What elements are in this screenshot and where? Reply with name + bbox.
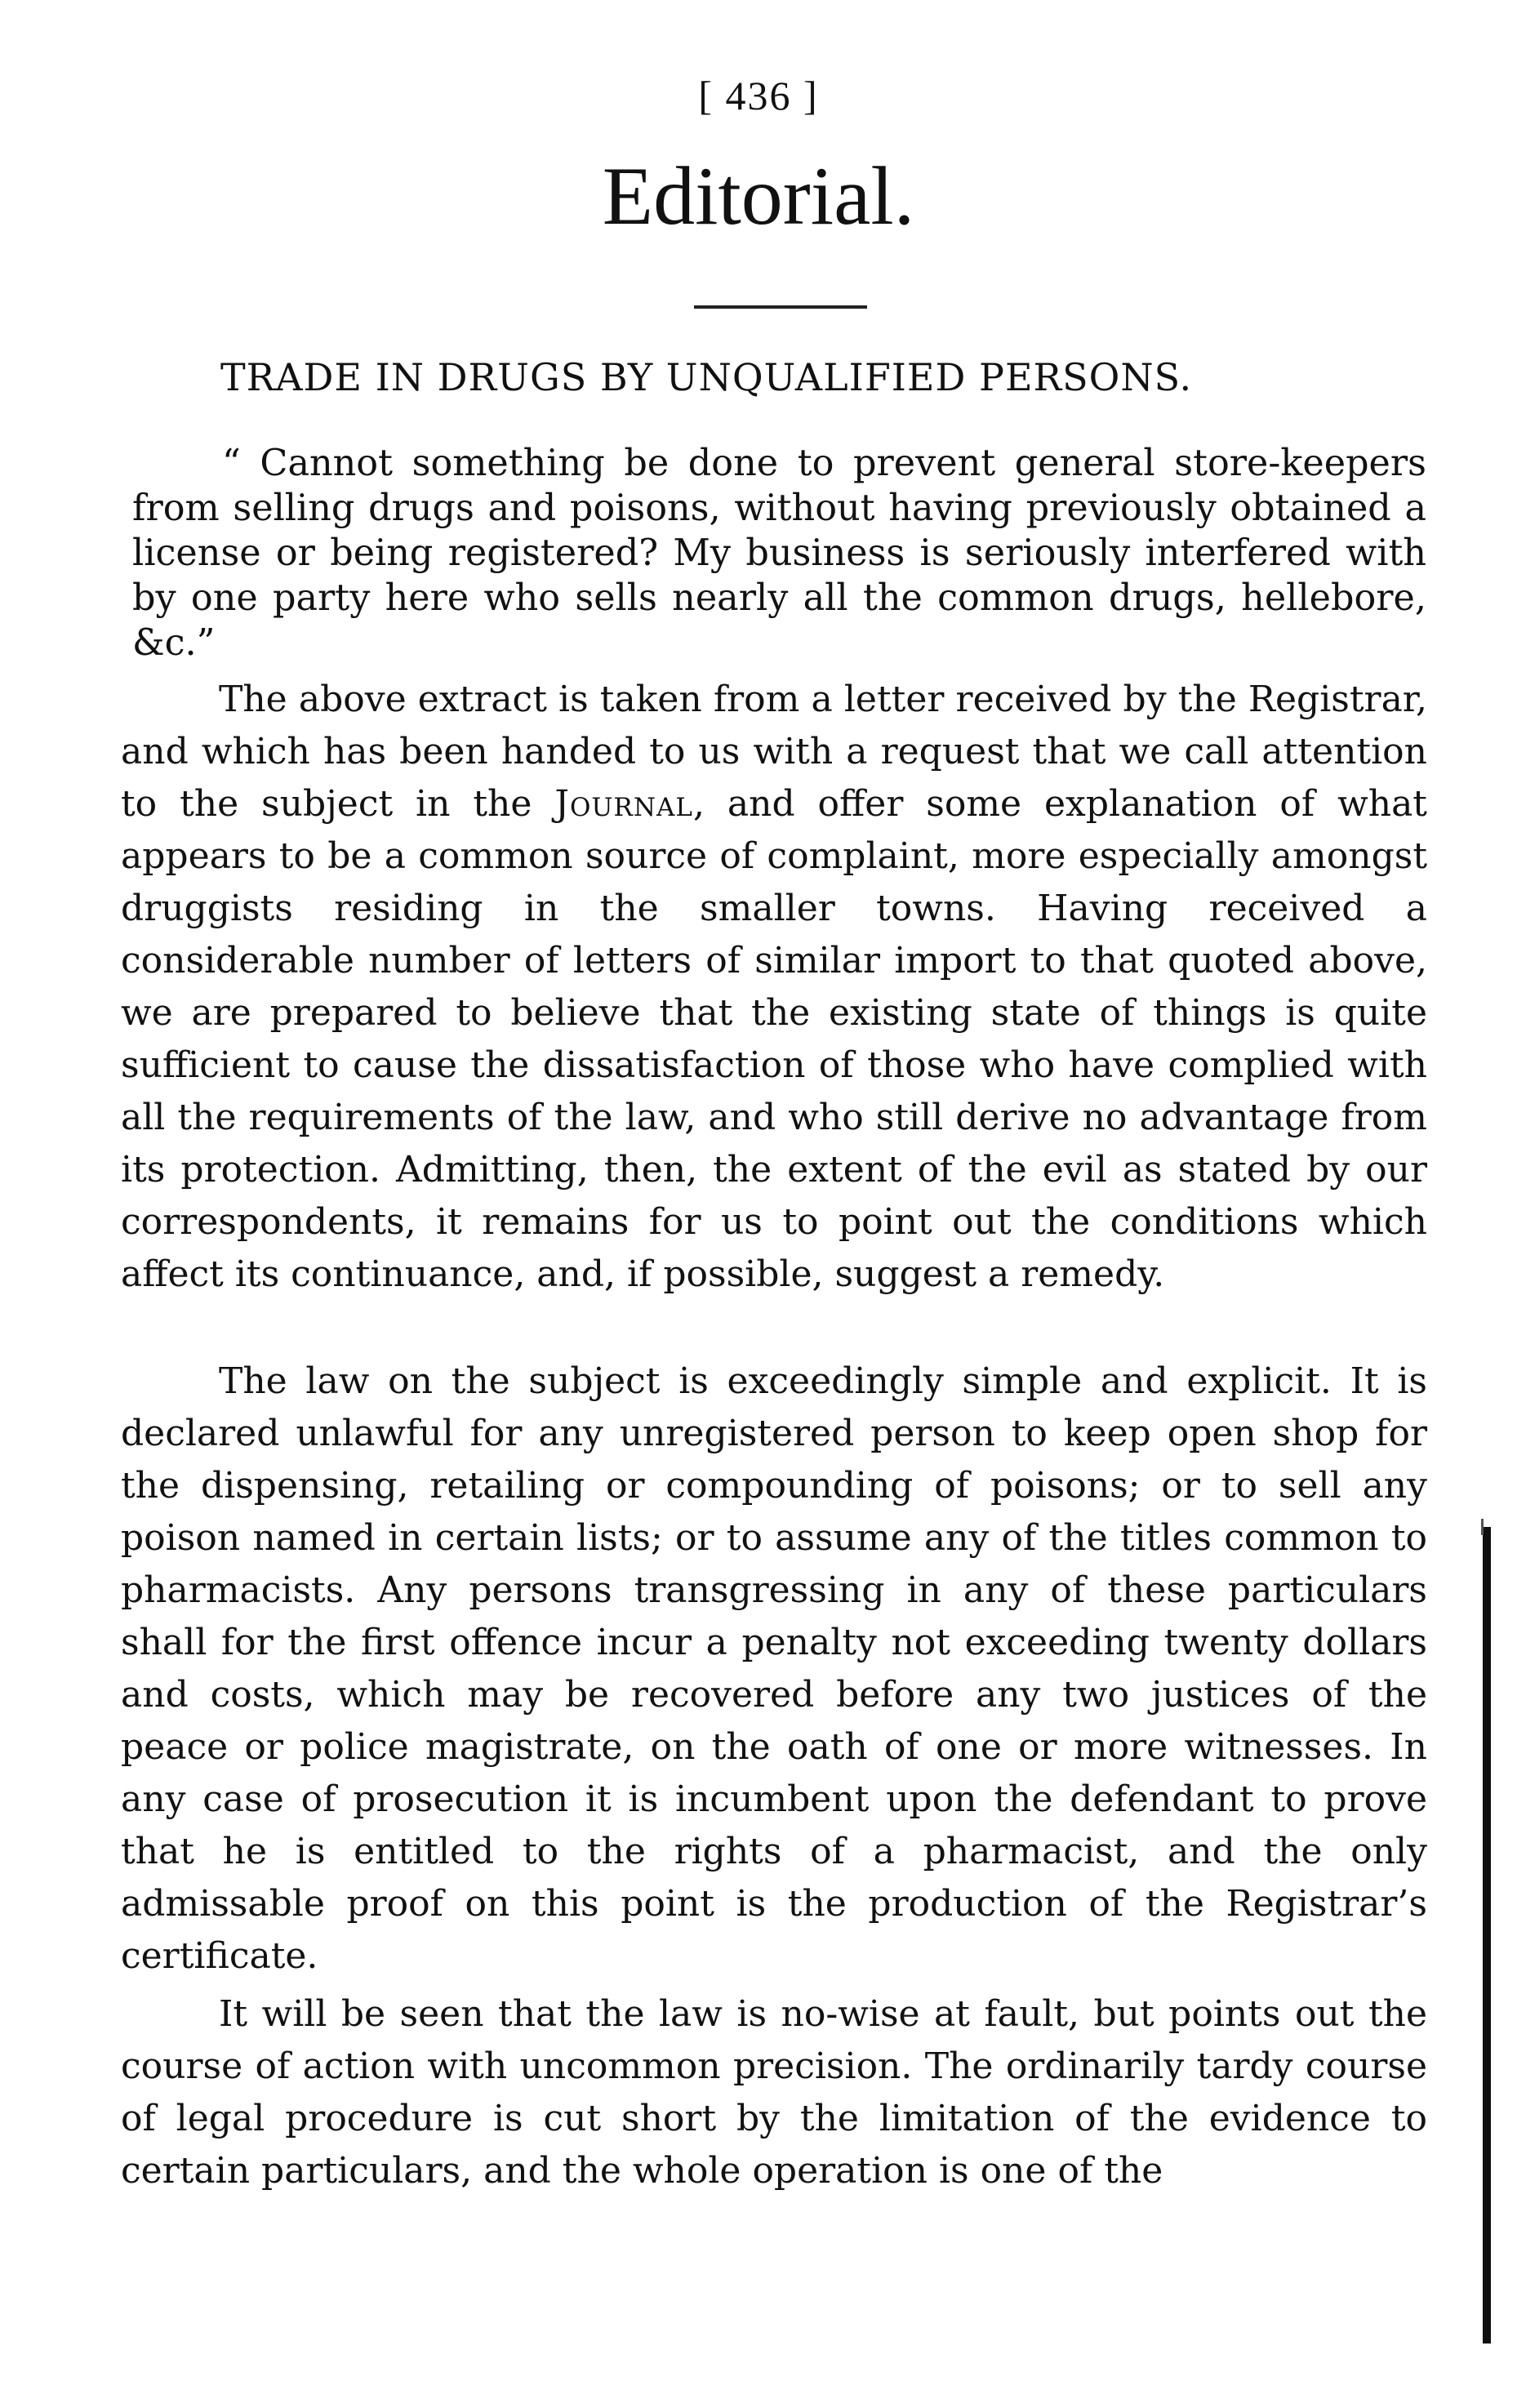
page-number: [ 436 ] (698, 73, 819, 118)
paragraph-text: The above extract is taken from a letter received by the Registrar, and which has been handed to us with a request that we call attention to the subject in the (121, 679, 1427, 825)
scan-margin-mark (1481, 1519, 1484, 1535)
article-headline: TRADE IN DRUGS BY UNQUALIFIED PERSONS. (220, 355, 1193, 399)
journal-smallcaps: Journal (554, 783, 693, 825)
title-divider (694, 305, 867, 309)
paragraph-text: , and offer some explanation of what appears to be a common source of complaint, more especially amongst druggists residing in the smaller towns. Having received a considerable number of letters of similar import to that quoted above, we are prepared to believe that the existing state of things is quite sufficient to cause the dissatisfaction of those who have complied with all the requirements of the law, and who still derive no advantage from its protection. Admitting, then, the extent of the evil as stated by our correspondents, it remains for us to point out the conditions which affect its continuance, and, if possible, suggest a remedy. (121, 783, 1427, 1295)
body-paragraph-2: The law on the subject is exceedingly simple and explicit. It is declared unlawful for any unregistered person to keep open shop for the dispensing, retailing or compounding of poisons; or to sell any poison named in certain lists; or to assume any of the titles common to pharmacists. Any persons transgressing in any of these particulars shall for the first offence incur a penalty not exceeding twenty dollars and costs, which may be recovered before any two justices of the peace or police magistrate, on the oath of one or more witnesses. In any case of prosecution it is incumbent upon the defendant to prove that he is entitled to the rights of a pharmacist, and the only admissable proof on this point is the production of the Registrar’s certificate. (121, 1360, 1427, 1977)
body-paragraph-1 (121, 674, 1427, 1301)
scan-margin-bar (1483, 1527, 1491, 2343)
body-paragraph-3: It will be seen that the law is no-wise at fault, but points out the course of action with uncommon precision. The ordinarily tardy course of legal procedure is cut short by the limitation of the evidence to certain particulars, and the whole operation is one of the (121, 1993, 1427, 2192)
page-title: Editorial. (602, 150, 915, 243)
quote-paragraph: “ Cannot something be done to prevent general store-keepers from selling drugs and poisons, without having previously obtained a license or being registered? My business is seriously interfered with by one party here who sells nearly all the common drugs, hellebore, &c.” (132, 443, 1426, 664)
